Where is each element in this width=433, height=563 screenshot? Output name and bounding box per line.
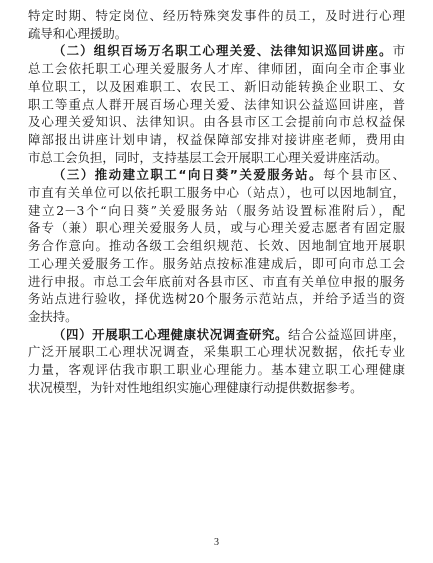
line-text: 每个县市区、 bbox=[322, 167, 405, 183]
line-text: 障部报出讲座计划申请，权益保障部安排对接讲座老师，费用由 bbox=[28, 131, 405, 147]
line-text: 务合作意向。推动各级工会组织规范、长效、因地制宜地开展职 bbox=[28, 238, 405, 254]
line-text: 金扶持。 bbox=[28, 308, 78, 324]
line-text: 市 bbox=[392, 43, 405, 59]
line-text: 疏导和心理援助。 bbox=[28, 25, 128, 41]
page-number: 3 bbox=[214, 537, 219, 548]
line-text: 结合公益巡回讲座， bbox=[288, 326, 405, 342]
body-line bbox=[28, 150, 405, 166]
body-line bbox=[28, 274, 405, 290]
body-line bbox=[28, 309, 405, 325]
body-line bbox=[28, 291, 405, 307]
line-text: 广泛开展职工心理状况调查，采集职工心理状况数据，依托专业 bbox=[28, 344, 405, 360]
body-line bbox=[28, 132, 405, 148]
line-text: 备专（兼）职心理关爱服务人员，或与心理关爱志愿者有固定服 bbox=[28, 220, 405, 236]
section-heading: （二）组织百场万名职工心理关爱、法律知识巡回讲座。 bbox=[53, 43, 393, 59]
body-line bbox=[28, 256, 405, 272]
body-line bbox=[28, 185, 405, 201]
body-line bbox=[28, 79, 405, 95]
line-text: 状况模型，为针对性地组织实施心理健康行动提供数据参考。 bbox=[28, 379, 363, 395]
section-heading-line bbox=[53, 167, 405, 183]
section-heading-line bbox=[53, 327, 405, 343]
line-text: 及心理关爱知识、法律知识。由各县市区工会提前向市总权益保 bbox=[28, 114, 405, 130]
body-line bbox=[28, 114, 405, 130]
line-text: 特定时期、特定岗位、经历特殊突发事件的员工，及时进行心理 bbox=[28, 8, 405, 23]
line-text: 市总工会负担，同时，支持基层工会开展职工心理关爱讲座活动。 bbox=[28, 149, 388, 165]
body-line bbox=[28, 362, 405, 378]
line-text: 单位职工，以及困难职工、农民工、新旧动能转换企业职工、女 bbox=[28, 78, 405, 94]
line-text: 市直有关单位可以依托职工服务中心（站点），也可以因地制宜， bbox=[28, 185, 405, 200]
line-text: 建立2－3个“向日葵”关爱服务站（服务站设置标准附后），配 bbox=[28, 202, 405, 218]
body-line bbox=[28, 97, 405, 113]
line-text: 总工会依托职工心理关爱服务人才库、律师团，面向全市企事业 bbox=[28, 61, 405, 77]
line-text: 务站点进行验收，择优选树20个服务示范站点，并给予适当的资 bbox=[28, 291, 405, 307]
body-line bbox=[28, 238, 405, 254]
line-text: 工心理关爱服务工作。服务站点按标准建成后，即可向市总工会 bbox=[28, 255, 405, 271]
body-line bbox=[28, 380, 405, 396]
body-line bbox=[28, 344, 405, 360]
body-line bbox=[28, 203, 405, 219]
body-line bbox=[28, 8, 405, 24]
line-text: 职工等重点人群开展百场心理关爱、法律知识公益巡回讲座，普 bbox=[28, 96, 405, 112]
section-heading: （三）推动建立职工“向日葵”关爱服务站。 bbox=[53, 167, 323, 183]
body-line bbox=[28, 61, 405, 77]
line-text: 进行申报。市总工会年底前对各县市区、市直有关单位申报的服务 bbox=[28, 273, 405, 289]
line-text: 力量，客观评估我市职工职业心理能力。基本建立职工心理健康 bbox=[28, 362, 405, 377]
section-heading-line bbox=[53, 43, 405, 59]
section-heading: （四）开展职工心理健康状况调查研究。 bbox=[53, 326, 289, 342]
body-line bbox=[28, 26, 405, 42]
body-line bbox=[28, 220, 405, 236]
